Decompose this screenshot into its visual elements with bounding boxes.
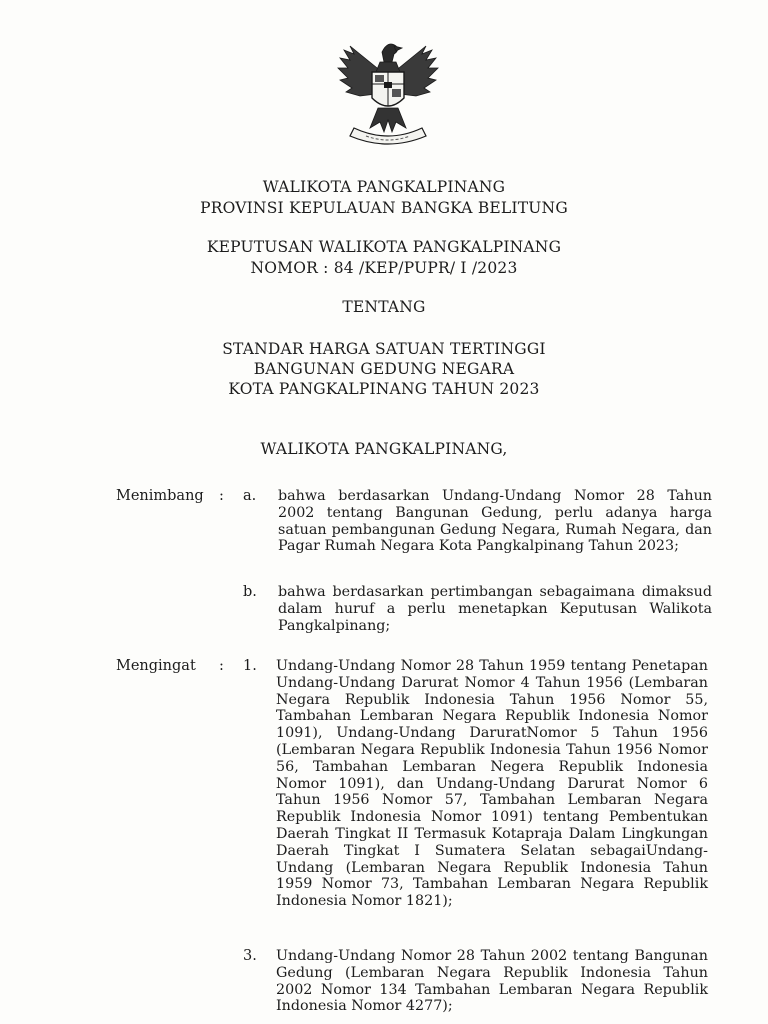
subject-line-1: STANDAR HARGA SATUAN TERTINGGI: [222, 340, 546, 358]
decree-number: NOMOR : 84 /KEP/PUPR/ I /2023: [250, 259, 518, 277]
mengingat-item-3: Undang-Undang Nomor 28 Tahun 2002 tentang Bangunan Gedung (Lembaran Negara Republik Indonesia Tahun 2002 Nomor 134 Tambahan Lembaran Negara Republik Indonesia Nomor 4277);: [276, 948, 708, 1015]
menimbang-item-a: bahwa berdasarkan Undang-Undang Nomor 28 Tahun 2002 tentang Bangunan Gedung, perlu adanya harga satuan pembangunan Gedung Negara, Rumah Negara, dan Pagar Rumah Negara Kota Pangkalpinang Tahun 2023;: [278, 488, 712, 555]
mengingat-colon: :: [219, 658, 224, 674]
menimbang-item-b: bahwa berdasarkan pertimbangan sebagaimana dimaksud dalam huruf a perlu menetapkan Keputusan Walikota Pangkalpinang;: [278, 584, 712, 634]
about-heading: TENTANG: [342, 298, 426, 316]
mengingat-label: Mengingat: [116, 658, 196, 674]
menimbang-marker-a: a.: [243, 488, 257, 504]
subject-line-3: KOTA PANGKALPINANG TAHUN 2023: [228, 380, 540, 398]
decree-title: KEPUTUSAN WALIKOTA PANGKALPINANG: [206, 238, 562, 256]
authority-heading: WALIKOTA PANGKALPINANG,: [260, 440, 508, 458]
mayor-title: WALIKOTA PANGKALPINANG: [262, 178, 506, 196]
menimbang-colon: :: [219, 488, 224, 504]
mengingat-marker-3: 3.: [243, 948, 257, 964]
mengingat-item-1: Undang-Undang Nomor 28 Tahun 1959 tentang Penetapan Undang-Undang Darurat Nomor 4 Tahun 1956 (Lembaran Negara Republik Indonesia Tahun 1956 Nomor 55, Tambahan Lembaran Negara Republik Indonesia Nomor 1091), Undang-Undang DaruratNomor 5 Tahun 1956 (Lembaran Negara Republik Indonesia Tahun 1956 Nomor 56, Tambahan Lembaran Negera Republik Indonesia Nomor 1091), dan Undang-Undang Darurat Nomor 6 Tahun 1956 Nomor 57, Tambahan Lembaran Negara Republik Indonesia Nomor 1091) tentang Pembentukan Daerah Tingkat II Termasuk Kotapraja Dalam Lingkungan Daerah Tingkat I Sumatera Selatan sebagaiUndang-Undang (Lembaran Negara Republik Indonesia Tahun 1959 Nomor 73, Tambahan Lembaran Negara Republik Indonesia Nomor 1821);: [276, 658, 708, 910]
menimbang-marker-b: b.: [243, 584, 257, 600]
garuda-emblem-icon: [330, 32, 446, 150]
menimbang-label: Menimbang: [116, 488, 204, 504]
province-title: PROVINSI KEPULAUAN BANGKA BELITUNG: [200, 199, 568, 217]
subject-line-2: BANGUNAN GEDUNG NEGARA: [253, 360, 515, 378]
mengingat-marker-1: 1.: [243, 658, 257, 674]
